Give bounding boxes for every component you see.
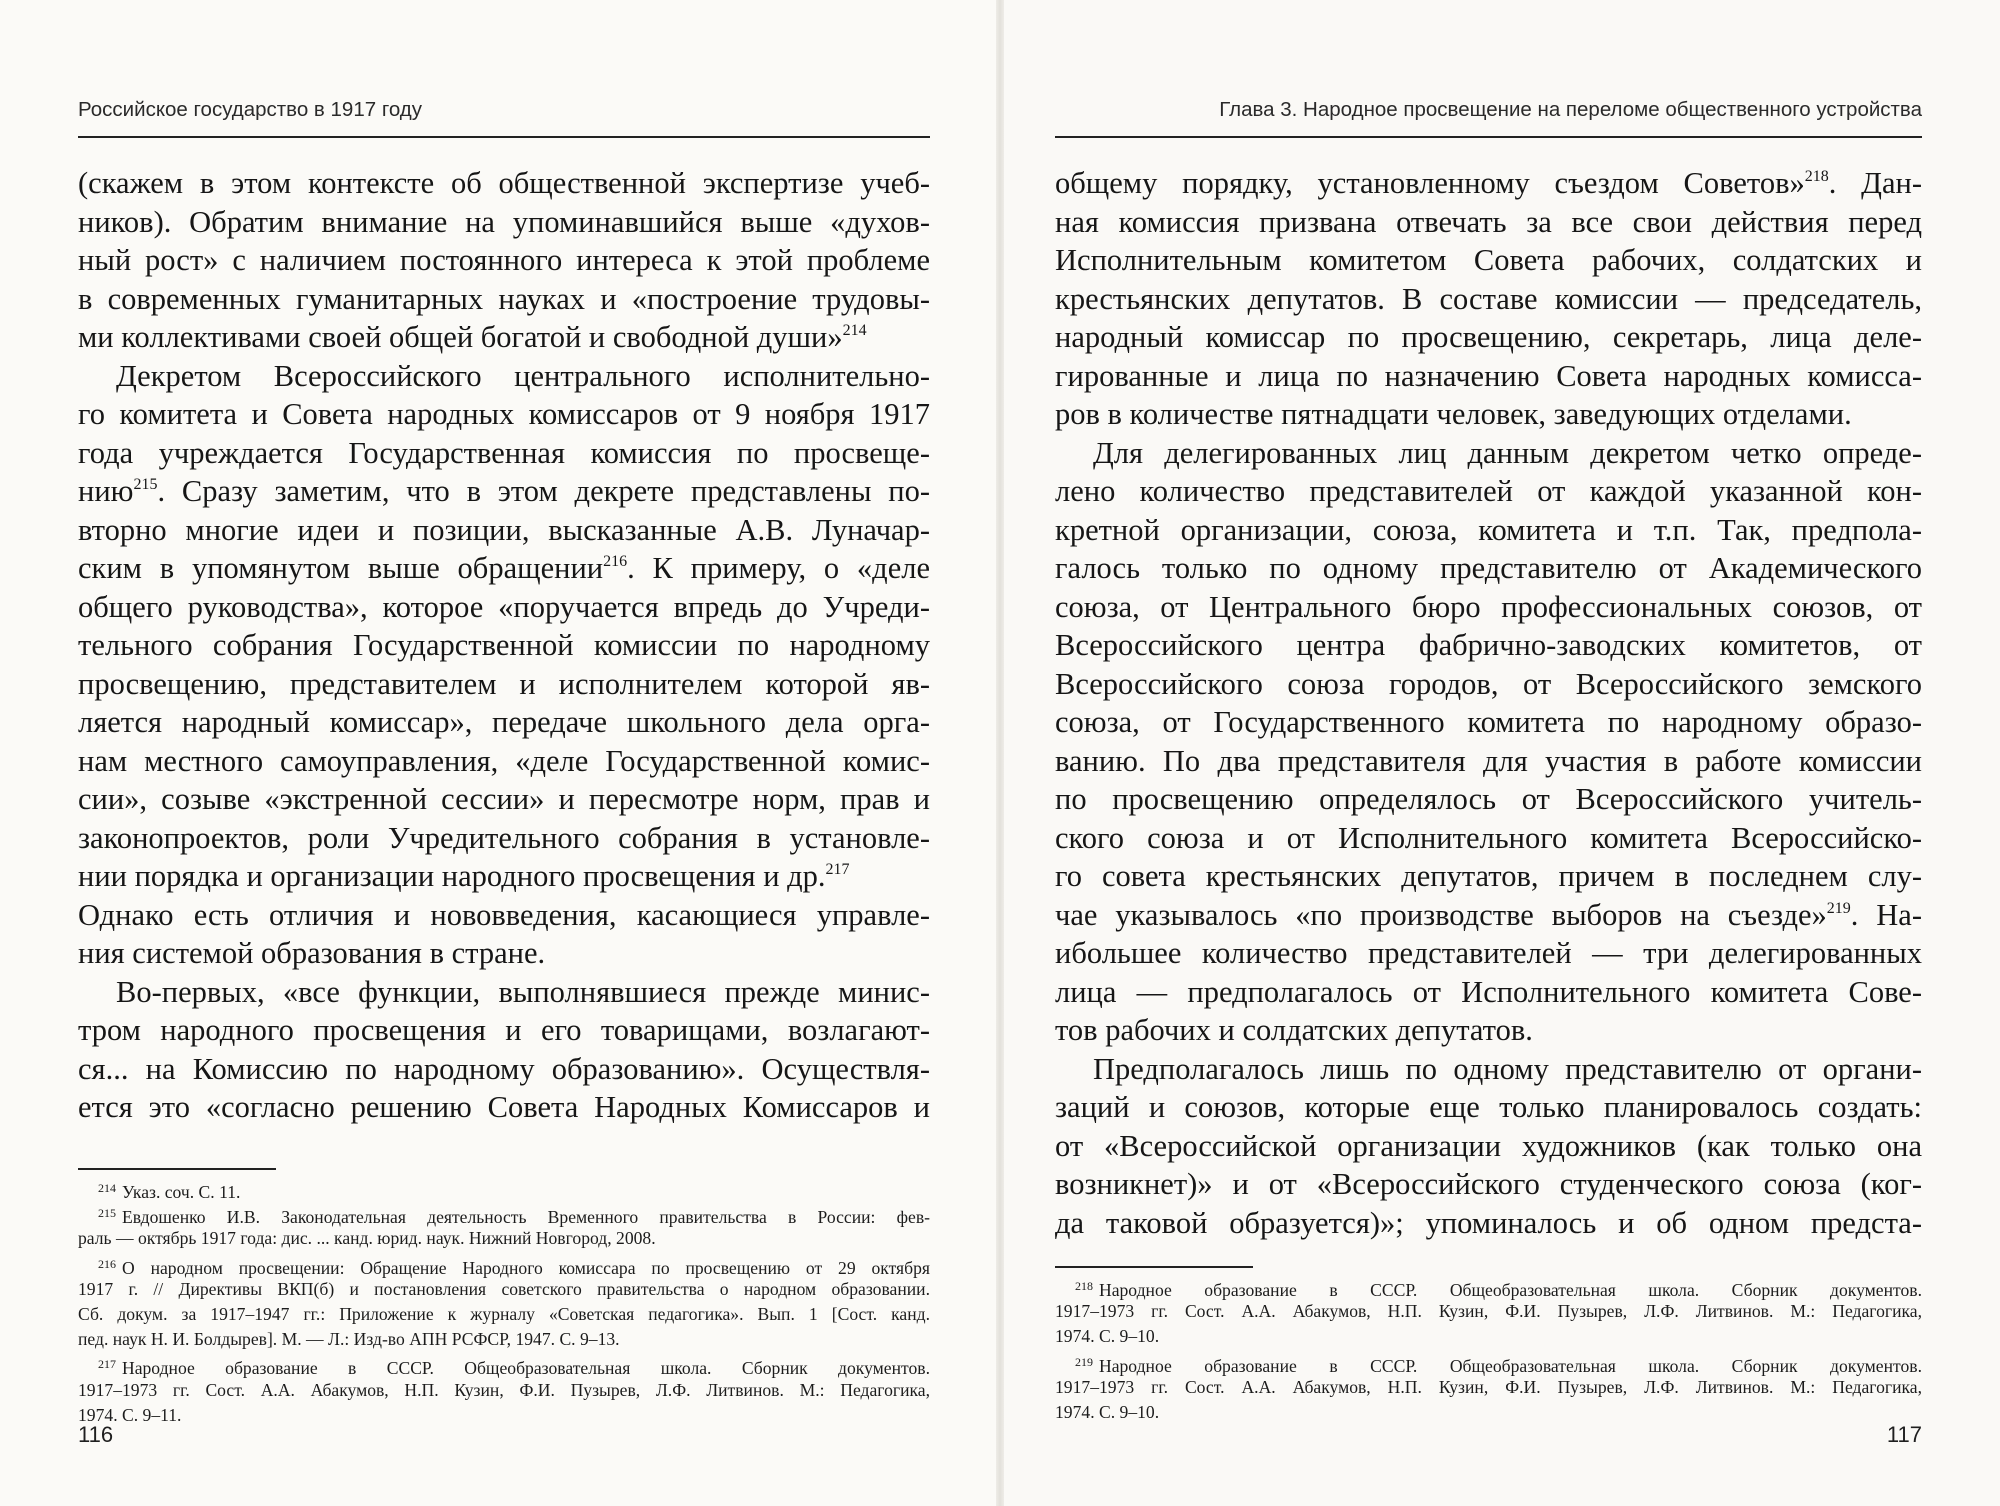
text-line bbox=[1055, 819, 1922, 858]
text-line bbox=[78, 857, 930, 896]
text-line bbox=[1055, 665, 1922, 704]
text-line bbox=[1055, 280, 1922, 319]
text-line bbox=[1055, 434, 1922, 473]
text-line-content: го совета крестьянских депутатов, причем в последнем слу- bbox=[1055, 859, 1922, 893]
text-line-content: ников). Обратим внимание на упоминавшийся выше «духов- bbox=[78, 204, 930, 239]
text-line bbox=[1055, 549, 1922, 588]
text-line-content: Всероссийского центра фабрично-заводских комитетов, от bbox=[1055, 628, 1922, 662]
text-line bbox=[1055, 1204, 1922, 1243]
text-line-content: в современных гуманитарных науках и «построение трудовы- bbox=[78, 281, 930, 316]
text-line-content: крестьянских депутатов. В составе комиссии — председатель, bbox=[1055, 281, 1922, 316]
text-line bbox=[78, 357, 930, 396]
text-line-content: Во-первых, «все функции, выполнявшиеся прежде минис- bbox=[116, 974, 930, 1009]
text-line bbox=[78, 780, 930, 819]
text-line bbox=[78, 703, 930, 742]
text-line-content: ляется народный комиссар», передаче школьного дела орга- bbox=[78, 705, 930, 739]
footnote-text: 1917–1973 гг. Сост. А.А. Абакумов, Н.П. Кузин, Ф.И. Пузырев, Л.Ф. Литвинов. М.: Педагогика, bbox=[1055, 1376, 1922, 1397]
footnote-line bbox=[78, 1277, 930, 1302]
footnote-number: 219 bbox=[1075, 1354, 1093, 1369]
footnote-reference: 218 bbox=[1804, 168, 1829, 185]
text-line-content: вторно многие идеи и позиции, высказанные А.В. Луначар- bbox=[78, 512, 930, 547]
book-gutter bbox=[996, 0, 1004, 1506]
text-line-content: ми коллективами своей общей богатой и свободной души» bbox=[78, 320, 843, 354]
footnote-number: 218 bbox=[1075, 1279, 1093, 1293]
text-line-content: нии порядка и организации народного просвещения и др. bbox=[78, 859, 826, 893]
text-line-content: Для делегированных лиц данным декретом четко опреде- bbox=[1093, 435, 1922, 470]
text-line-content: го комитета и Совета народных комиссаров от 9 ноября 1917 bbox=[78, 397, 930, 431]
text-line-content: ется это «согласно решению Совета Народных Комиссаров и bbox=[78, 1090, 930, 1124]
text-line bbox=[78, 819, 930, 858]
text-line-content: лица — предполагалось от Исполнительного комитета Сове- bbox=[1055, 974, 1922, 1009]
text-line bbox=[1055, 1165, 1922, 1204]
footnote-reference: 219 bbox=[1826, 899, 1851, 917]
text-line-content: нию bbox=[78, 474, 134, 508]
text-line bbox=[78, 318, 930, 357]
text-line bbox=[1055, 1088, 1922, 1127]
footnote-reference: 217 bbox=[825, 861, 850, 878]
text-line-continuation: . Дан- bbox=[1828, 166, 1922, 200]
text-line bbox=[1055, 973, 1922, 1012]
text-line bbox=[78, 203, 930, 242]
text-line-content: ибольшее количество представителей — три делегированных bbox=[1055, 936, 1922, 970]
footnote-reference: 216 bbox=[603, 553, 628, 570]
footnote-line bbox=[78, 1327, 930, 1352]
footnote-line bbox=[1055, 1350, 1922, 1375]
text-line bbox=[78, 434, 930, 473]
text-line-content: просвещению, представителем и исполнителем которой яв- bbox=[78, 666, 930, 701]
text-line-content: ским в упомянутом выше обращении bbox=[78, 551, 604, 585]
text-line bbox=[1055, 1050, 1922, 1089]
footnote-text: Указ. соч. С. 11. bbox=[122, 1182, 241, 1202]
text-line-content: народный комиссар по просвещению, секретарь, лица деле- bbox=[1055, 320, 1922, 354]
text-line bbox=[1055, 857, 1922, 896]
footnote-rule bbox=[1055, 1266, 1253, 1268]
text-line-content: ванию. По два представителя для участия в работе комиссии bbox=[1055, 743, 1922, 778]
footnote-text: Сб. докум. за 1917–1947 гг.: Приложение к журналу «Советская педагогика». Вып. 1 [Сост. канд. bbox=[78, 1303, 930, 1324]
text-line bbox=[1055, 588, 1922, 627]
text-line-content: ся... на Комиссию по народному образованию». Осуществля- bbox=[78, 1051, 930, 1086]
text-line-content: возникнет)» и от «Всероссийского студенческого союза (ког- bbox=[1055, 1167, 1922, 1201]
text-line-content: тов рабочих и солдатских депутатов. bbox=[1055, 1013, 1533, 1047]
footnote-text: Народное образование в СССР. Общеобразовательная школа. Сборник документов. bbox=[1099, 1280, 1922, 1300]
text-line bbox=[78, 1011, 930, 1050]
text-line-content: (скажем в этом контексте об общественной экспертизе учеб- bbox=[78, 166, 930, 200]
text-line-content: общему порядку, установленному съездом Советов» bbox=[1055, 166, 1805, 200]
text-line-continuation: . На- bbox=[1850, 897, 1922, 932]
footnote-line bbox=[1055, 1299, 1922, 1324]
text-line-content: нам местного самоуправления, «деле Государственной комис- bbox=[78, 743, 930, 778]
text-line-content: ный рост» с наличием постоянного интереса к этой проблеме bbox=[78, 243, 930, 277]
text-line bbox=[78, 973, 930, 1012]
text-line bbox=[78, 280, 930, 319]
text-line bbox=[78, 934, 930, 973]
text-line-content: союза, от Государственного комитета по народному образо- bbox=[1055, 705, 1922, 739]
text-line-content: тельного собрания Государственной комиссии по народному bbox=[78, 628, 930, 662]
text-line bbox=[78, 742, 930, 781]
text-line bbox=[78, 626, 930, 665]
header-rule bbox=[78, 136, 930, 138]
text-line bbox=[1055, 164, 1922, 203]
text-line-content: лено количество представителей от каждой указанной кон- bbox=[1055, 474, 1922, 508]
footnote-line bbox=[78, 1403, 930, 1428]
footnote-line bbox=[78, 1252, 930, 1277]
text-line-content: законопроектов, роли Учредительного собрания в установле- bbox=[78, 820, 930, 855]
footnote-text: Евдошенко И.В. Законодательная деятельность Временного правительства в России: фев- bbox=[122, 1207, 930, 1228]
footnote-line bbox=[1055, 1324, 1922, 1349]
footnotes bbox=[1055, 1274, 1922, 1425]
header-rule bbox=[1055, 136, 1922, 138]
footnote-text: Народное образование в СССР. Общеобразовательная школа. Сборник документов. bbox=[122, 1358, 930, 1379]
text-line-content: кретной организации, союза, комитета и т.п. Так, предпола- bbox=[1055, 512, 1922, 547]
footnote-text: О народном просвещении: Обращение Народного комиссара по просвещению от 29 октября bbox=[122, 1257, 930, 1278]
text-line bbox=[1055, 318, 1922, 357]
text-line-content: года учреждается Государственная комиссия по просвеще- bbox=[78, 435, 930, 470]
text-line-content: Всероссийского союза городов, от Всероссийского земского bbox=[1055, 666, 1922, 701]
text-line bbox=[1055, 511, 1922, 550]
footnote-text: 1974. С. 9–10. bbox=[1055, 1326, 1160, 1347]
text-line bbox=[78, 395, 930, 434]
footnote-reference: 215 bbox=[133, 476, 158, 493]
text-line bbox=[78, 1050, 930, 1089]
text-line bbox=[1055, 395, 1922, 434]
text-line-content: по просвещению определялось от Всероссийского учитель- bbox=[1055, 782, 1922, 816]
text-line bbox=[78, 588, 930, 627]
footnote-text: 1974. С. 9–11. bbox=[78, 1404, 182, 1425]
footnote-number: 215 bbox=[98, 1206, 116, 1221]
footnote-line bbox=[1055, 1400, 1922, 1425]
text-line-continuation: . К примеру, о «деле bbox=[627, 551, 930, 585]
footnote-line bbox=[78, 1226, 930, 1251]
text-line-content: ского союза и от Исполнительного комитета Всероссийско- bbox=[1055, 820, 1922, 855]
text-line-content: общего руководства», которое «поручается впредь до Учреди- bbox=[78, 589, 930, 624]
text-line bbox=[1055, 472, 1922, 511]
footnote-line bbox=[78, 1378, 930, 1403]
text-line-continuation: . Сразу заметим, что в этом декрете представлены по- bbox=[157, 474, 930, 508]
footnote-text: 1917–1973 гг. Сост. А.А. Абакумов, Н.П. Кузин, Ф.И. Пузырев, Л.Ф. Литвинов. М.: Педагогика, bbox=[78, 1379, 930, 1400]
text-line-content: галось только по одному представителю от Академического bbox=[1055, 551, 1922, 585]
text-line bbox=[1055, 1011, 1922, 1050]
footnote-line bbox=[1055, 1274, 1922, 1299]
footnote-rule bbox=[78, 1168, 276, 1170]
text-line-content: чае указывалось «по производстве выборов на съезде» bbox=[1055, 897, 1827, 932]
footnote-line bbox=[78, 1201, 930, 1226]
footnote-text: Народное образование в СССР. Общеобразовательная школа. Сборник документов. bbox=[1099, 1355, 1922, 1376]
text-line bbox=[78, 549, 930, 588]
text-line bbox=[1055, 742, 1922, 781]
text-line bbox=[1055, 241, 1922, 280]
text-line bbox=[78, 896, 930, 935]
text-line bbox=[78, 1088, 930, 1127]
footnote-line bbox=[1055, 1375, 1922, 1400]
text-line bbox=[1055, 203, 1922, 242]
right-page bbox=[1000, 0, 2000, 1506]
footnote-number: 217 bbox=[98, 1357, 116, 1372]
text-line-content: гированные и лица по назначению Совета народных комисса- bbox=[1055, 358, 1922, 393]
text-line-content: Декретом Всероссийского центрального исполнительно- bbox=[116, 358, 930, 393]
text-line bbox=[1055, 934, 1922, 973]
text-line-content: союза, от Центрального бюро профессиональных союзов, от bbox=[1055, 589, 1922, 624]
body-text bbox=[78, 164, 930, 1127]
text-line-content: ров в количестве пятнадцати человек, заведующих отделами. bbox=[1055, 397, 1852, 431]
footnote-text: пед. наук Н. И. Болдырев]. М. — Л.: Изд-во АПН РСФСР, 1947. С. 9–13. bbox=[78, 1329, 620, 1350]
footnotes bbox=[78, 1176, 930, 1428]
text-line-content: да таковой образуется)»; упоминалось и об одном предста- bbox=[1055, 1205, 1922, 1240]
text-line bbox=[1055, 357, 1922, 396]
text-line-content: тром народного просвещения и его товарищами, возлагают- bbox=[78, 1013, 930, 1047]
text-line-content: Исполнительным комитетом Совета рабочих, солдатских и bbox=[1055, 243, 1922, 277]
footnote-line bbox=[78, 1352, 930, 1377]
footnote-number: 214 bbox=[98, 1181, 116, 1195]
text-line-content: Предполагалось лишь по одному представителю от органи- bbox=[1093, 1051, 1922, 1086]
text-line bbox=[1055, 896, 1922, 935]
page-number: 117 bbox=[1886, 1422, 1922, 1447]
text-line bbox=[1055, 626, 1922, 665]
running-head: Российское государство в 1917 году bbox=[78, 98, 423, 121]
footnote-text: 1974. С. 9–10. bbox=[1055, 1401, 1160, 1422]
body-text bbox=[1055, 164, 1922, 1242]
text-line-content: Однако есть отличия и нововведения, касающиеся управле- bbox=[78, 897, 930, 932]
text-line bbox=[1055, 1127, 1922, 1166]
text-line-content: ния системой образования в стране. bbox=[78, 936, 546, 970]
text-line bbox=[78, 241, 930, 280]
footnote-line bbox=[78, 1176, 930, 1201]
running-head: Глава 3. Народное просвещение на переломе общественного устройства bbox=[1219, 98, 1922, 121]
text-line-content: заций и союзов, которые еще только планировалось создать: bbox=[1055, 1090, 1922, 1124]
text-line-content: от «Всероссийской организации художников (как только она bbox=[1055, 1128, 1922, 1163]
page-number: 116 bbox=[78, 1422, 114, 1447]
text-line bbox=[78, 164, 930, 203]
text-line-content: сии», созыве «экстренной сессии» и пересмотре норм, прав и bbox=[78, 782, 930, 816]
footnote-reference: 214 bbox=[842, 322, 867, 339]
footnote-text: 1917 г. // Директивы ВКП(б) и постановления советского правительства о народном образовании. bbox=[78, 1278, 930, 1299]
footnote-number: 216 bbox=[98, 1256, 116, 1271]
footnote-line bbox=[78, 1302, 930, 1327]
footnote-text: раль — октябрь 1917 года: дис. ... канд. юрид. наук. Нижний Новгород, 2008. bbox=[78, 1228, 656, 1249]
text-line bbox=[78, 511, 930, 550]
text-line bbox=[78, 665, 930, 704]
footnote-text: 1917–1973 гг. Сост. А.А. Абакумов, Н.П. Кузин, Ф.И. Пузырев, Л.Ф. Литвинов. М.: Педагогика, bbox=[1055, 1301, 1922, 1322]
text-line bbox=[78, 472, 930, 511]
text-line bbox=[1055, 780, 1922, 819]
text-line-content: ная комиссия призвана отвечать за все свои действия перед bbox=[1055, 204, 1922, 239]
text-line bbox=[1055, 703, 1922, 742]
